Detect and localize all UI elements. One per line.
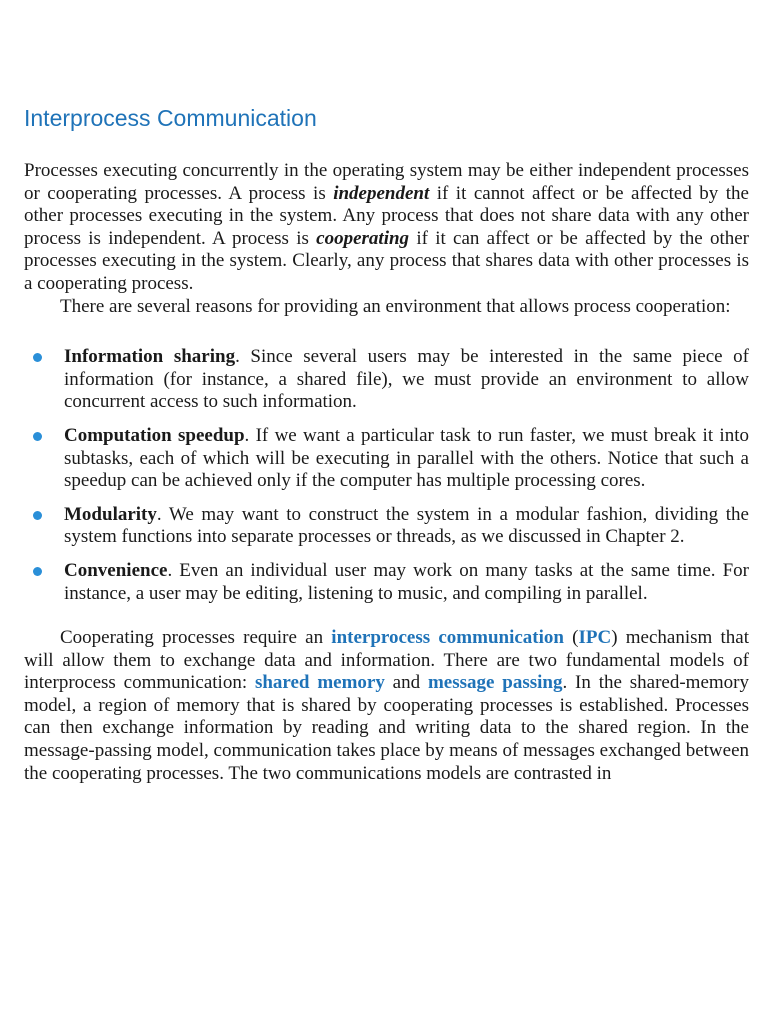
list-item — [24, 560, 749, 605]
closing-paragraph — [24, 627, 749, 785]
list-item — [24, 346, 749, 414]
closing-text-d: and — [384, 672, 428, 694]
reason-term: Information sharing — [64, 346, 236, 368]
reason-text: . Even an individual user may work on many tasks at the same time. For instance, a user may be editing, listening to music, and compiling in parallel. — [64, 559, 749, 604]
section-heading: Interprocess Communication — [24, 105, 317, 131]
reason-text: . Since several users may be interested in the same piece of information (for instance, a shared file), we must provide an environment to allow concurrent access to such information. — [64, 346, 749, 413]
reasons-list — [24, 346, 749, 605]
bullet-icon — [33, 432, 42, 441]
term-cooperating: cooperating — [316, 227, 410, 249]
closing-text-b: ( — [563, 627, 579, 649]
reasons-intro-paragraph: There are several reasons for providing an environment that allows process cooperation: — [60, 295, 731, 317]
reason-text: . If we want a particular task to run faster, we must break it into subtasks, each of which will be executing in parallel with the others. Notice that such a speedup can be achieved only if the computer has multiple processing cores. — [64, 424, 749, 492]
link-shared-memory[interactable]: shared memory — [254, 672, 385, 694]
term-independent: independent — [333, 182, 430, 204]
ipc-abbreviation: IPC — [578, 627, 612, 649]
intro-text-c: if it can affect or be affected by the other processes executing in the system. Clearly, any process that shares data with other processes is a cooperating process. — [24, 227, 749, 294]
intro-text-a: Processes executing concurrently in the operating system may be either independent processes or cooperating processes. A process is — [24, 160, 749, 204]
list-item — [24, 425, 749, 493]
bullet-icon — [33, 353, 42, 362]
bullet-icon — [33, 567, 42, 576]
document-page — [24, 104, 749, 785]
intro-paragraph — [24, 160, 749, 296]
closing-text-c: ) mechanism that will allow them to exchange data and information. There are two fundamental models of interprocess communication: — [24, 627, 750, 694]
bullet-icon — [33, 511, 42, 520]
list-item — [24, 504, 749, 549]
intro-text-b: if it cannot affect or be affected by the other processes executing in the system. Any process that does not share data with any other process is independent. A process is — [24, 182, 749, 249]
link-interprocess-communication[interactable]: interprocess communication — [331, 627, 564, 649]
link-message-passing[interactable]: message passing — [427, 672, 563, 694]
reason-term: Convenience — [64, 559, 168, 581]
closing-text-e: . In the shared-memory model, a region of memory that is shared by cooperating processes is established. Processes can then exchange information by reading and writing data to the shared region. In the message-passing model, communication takes place by means of messages exchanged between the cooperating processes. The two communications models are contrasted in — [24, 672, 749, 784]
reason-text: . We may want to construct the system in a modular fashion, dividing the system functions into separate processes or threads, as we discussed in Chapter 2. — [64, 503, 749, 548]
closing-text-a: Cooperating processes require an — [60, 627, 332, 649]
reason-term: Computation speedup — [64, 424, 245, 446]
reason-term: Modularity — [64, 503, 157, 525]
